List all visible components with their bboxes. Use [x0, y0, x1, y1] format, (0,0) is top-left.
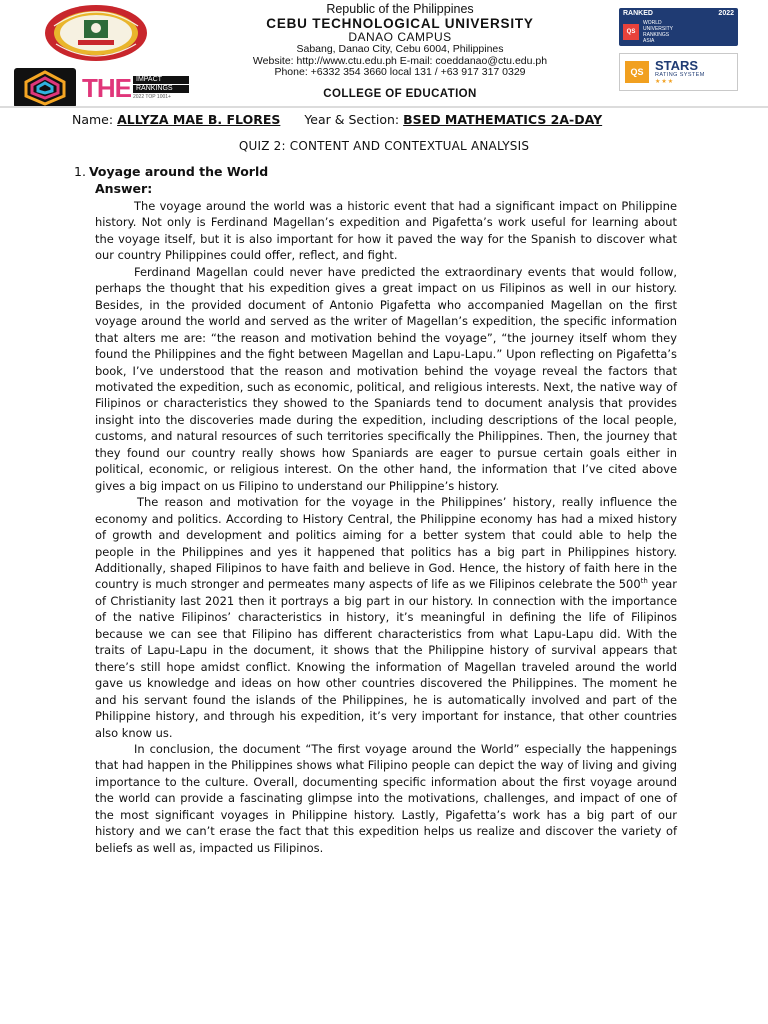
campus-name: DANAO CAMPUS — [348, 30, 452, 44]
paragraph-3-part-2: year of Christianity last 2021 then it portrays a big part in our history. In connection with the importance of the native Filipinos’ characteristics in history, it’s meaningful in defining the life of Filipinos because we can see that Filipino has different characteristics from what Lapu-Lapu did. With the traits of Lapu-Lapu in the document, it shows that the Philippine history of survival appears that there’s still hope amidst conflict. Knowing the information of Magellan traveled around the world gave us knowledge and ideas on how other countries discovered the Philippines. The moment he and his servant found the islands of the Philippines, he is automatically involved and part of the Philippine history, and through his expedition, it’s very important for instance, that other countries also know us. — [95, 577, 678, 740]
college-name: COLLEGE OF EDUCATION — [323, 87, 477, 100]
the-impact-label: IMPACT — [133, 76, 189, 84]
university-seal-logo — [44, 4, 148, 62]
qs-logo-icon: QS — [623, 24, 639, 40]
the-tag-label: 2022 TOP 1001+ — [133, 94, 171, 100]
letterhead-text — [200, 2, 600, 101]
qs-stars-title: STARS — [655, 58, 699, 73]
paragraph-3 — [95, 494, 677, 741]
name-label: Name: — [72, 112, 114, 127]
qs-ranked-region: ASIA — [643, 38, 655, 44]
answer-text — [95, 198, 677, 856]
paragraph-2: Ferdinand Magellan could never have predicted the extraordinary events that would follow, perhaps the thought that his expedition gives a great impact on us Filipinos as well in our history. Besides, in the provided document of Antonio Pigafetta who accompanied Magellan on the first voyage around the world and served as the writer of Magellan’s expedition, the specific information that alters me are: “the reason and motivation behind the voyage”, “the journey itself whom they found the Philippines and the fight between Magellan and Lapu-Lapu.” Upon reflecting on Pigafetta’s book, I’ve understood that the reason and motivation behind the voyage reveal the factors that motivated the expedition, such as economic, political, and religious interests. Next, the native way of Filipinos or characteristics they showed to the Spaniards tend to document analysis that provides insight into the discoveries made during the expedition, including descriptions of the local people, customs, and natural resources of such territories specifically the Philippines. Then, the journey that they found our country really shows how Spaniards are eager to pursue certain goals either in political, economic, or religious interest. On the other hand, the information that I’ve cited above gives a big impact on us Filipino to understand our Philippine’s history. — [95, 264, 677, 493]
qs-ranked-badge — [619, 8, 738, 46]
qs-ranked-year: 2022 — [718, 10, 734, 17]
qs-stars-subtitle: RATING SYSTEM — [655, 72, 705, 78]
letterhead — [0, 0, 768, 112]
quiz-title: QUIZ 2: CONTENT AND CONTEXTUAL ANALYSIS — [238, 139, 530, 153]
qs-ranked-line: WORLD — [643, 20, 662, 26]
qs-stars-badge — [619, 53, 738, 91]
paragraph-1: The voyage around the world was a historic event that had a significant impact on Philippine history. Not only is Ferdinand Magellan’s expedition and Pigafetta’s work useful for learning about the voyage itself, but it is also important for how it paved the way for the Spanish to discover what our country Philippines could offer, reflect, and fight. — [95, 199, 677, 263]
the-wordmark: THE — [82, 72, 131, 103]
ordinal-suffix: th — [640, 577, 648, 586]
university-name: CEBU TECHNOLOGICAL UNIVERSITY — [266, 16, 534, 31]
qs-ranked-line: UNIVERSITY — [643, 26, 674, 32]
item-number: 1. — [74, 164, 86, 179]
qs-ranked-title: RANKED — [623, 10, 653, 17]
the-impact-rankings-badge — [14, 66, 200, 110]
address-line: Sabang, Danao City, Cebu 6004, Philippines — [296, 43, 504, 55]
paragraph-4: In conclusion, the document “The first voyage around the World” especially the happenings that had happen in the Philippines shows what Filipino people can depict the way of living and giving importance to the culture. Overall, documenting specific information about the first voyage around the world can provide a fascinating glimpse into the motivations, challenges, and impact of one of the most significant voyages in Philippine history. Lastly, Pigafetta’s work has a big part of our history and we can’t erase the fact that this expedition helps us realize and discover the variety of beliefs as well as, impacted us Filipinos. — [95, 741, 677, 855]
the-rings-icon — [14, 68, 76, 108]
item-title: Voyage around the World — [88, 164, 269, 179]
item-heading — [74, 164, 268, 180]
answer-label: Answer: — [95, 181, 153, 196]
student-info-line — [72, 112, 602, 128]
section-label: Year & Section: — [304, 112, 400, 127]
student-name: ALLYZA MAE B. FLORES — [117, 112, 281, 127]
student-section: BSED MATHEMATICS 2A-DAY — [403, 112, 603, 127]
the-rankings-label: RANKINGS — [133, 85, 189, 93]
header-divider — [0, 106, 768, 108]
paragraph-3-part-1: The reason and motivation for the voyage in the Philippines’ history, really influence the economy and politics. According to History Central, the Philippine economy has had a mixed history of growth and development and politics aiming for a better system that could able to help the people in the Philippines and yes it happened that politics has a big part in Philippines history. Additionally, shaped Filipinos to have faith and believe in God. Hence, the history of faith here in the country is much stronger and permeates many aspects of life as we Filipinos celebrate the 500 — [95, 495, 677, 592]
qs-stars-logo-icon: QS — [625, 61, 649, 83]
website-email-line: Website: http://www.ctu.edu.ph E-mail: coeddanao@ctu.edu.ph — [252, 54, 548, 67]
qs-ranked-line: RANKINGS — [643, 32, 670, 38]
qs-stars-rating-icon: ★★★ — [655, 78, 675, 85]
phone-line: Phone: +6332 354 3660 local 131 / +63 917 317 0329 — [274, 66, 526, 78]
republic-line: Republic of the Philippines — [326, 2, 474, 16]
